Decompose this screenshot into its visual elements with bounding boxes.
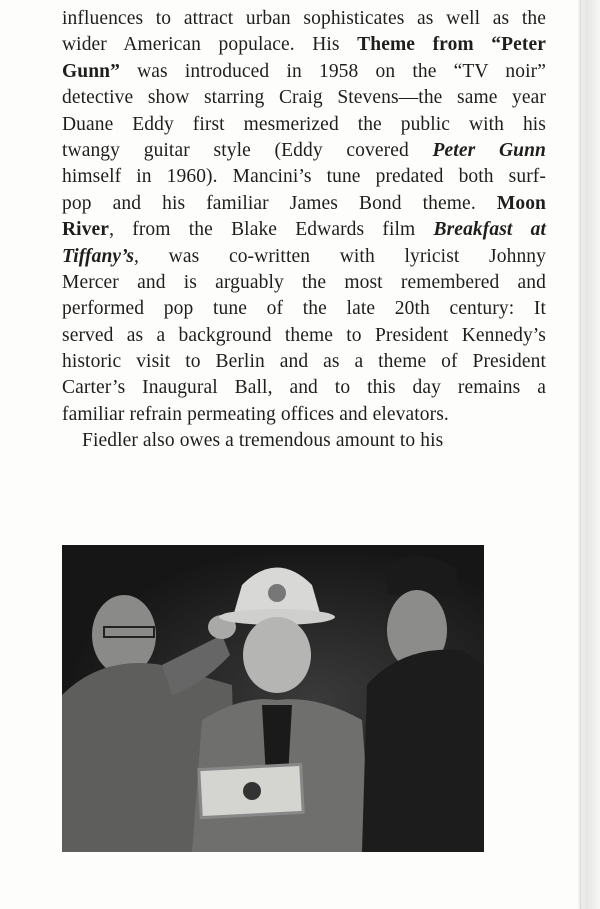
text-line	[62, 32, 546, 58]
text-line	[62, 296, 546, 322]
emphasized-title: Tiffany’s	[62, 245, 135, 267]
text-line	[62, 164, 546, 190]
emphasized-title: Gunn”	[62, 60, 120, 82]
text-segment: influences to attract urban sophisticates as well as the	[62, 8, 546, 29]
text-line	[62, 323, 546, 349]
text-line	[62, 270, 546, 296]
page-edge	[580, 0, 581, 909]
text-line	[62, 112, 546, 138]
text-line	[62, 402, 546, 428]
text-segment: served as a background theme to President Kennedy’s	[62, 324, 546, 346]
emphasized-title: Peter Gunn	[432, 139, 546, 161]
text-segment: , was co-written with lyricist Johnny	[134, 245, 546, 267]
emphasized-title: River	[62, 219, 110, 241]
text-line	[62, 217, 546, 243]
emphasized-title: Moon	[496, 192, 546, 214]
text-segment: pop and his familiar James Bond theme.	[62, 192, 497, 214]
text-segment: Duane Eddy first mesmerized the public with his	[62, 113, 546, 135]
emphasized-title: Breakfast at	[433, 219, 546, 241]
text-segment: Carter’s Inaugural Ball, and to this day remains a	[62, 377, 546, 399]
left-man-head	[92, 595, 156, 675]
text-line	[62, 85, 546, 111]
text-line	[62, 375, 546, 401]
officer-uniform	[362, 649, 484, 852]
text-line	[62, 138, 546, 164]
text-segment: Fiedler also owes a tremendous amount to his	[82, 430, 444, 452]
text-line	[62, 428, 546, 454]
text-segment: himself in 1960). Mancini’s tune predated both surf-	[62, 166, 546, 188]
officer-cap	[387, 556, 457, 595]
text-segment: Mercer and is arguably the most remembered and	[62, 271, 546, 293]
text-line	[62, 191, 546, 217]
text-line	[62, 244, 546, 270]
body-text	[62, 6, 546, 455]
text-segment: , from the Blake Edwards film	[109, 219, 434, 241]
page-fold-shadow	[578, 0, 600, 909]
text-line	[62, 349, 546, 375]
text-segment: was introduced in 1958 on the “TV noir”	[119, 60, 546, 82]
text-line	[62, 6, 546, 32]
text-segment: wider American populace. His	[62, 34, 358, 56]
text-segment: twangy guitar style (Eddy covered	[62, 139, 433, 161]
photograph-fire-helmet-ceremony	[62, 545, 484, 852]
text-segment: performed pop tune of the late 20th century: It	[62, 298, 546, 320]
text-line	[62, 59, 546, 85]
photo-illustration	[62, 545, 484, 852]
text-segment: familiar refrain permeating offices and elevators.	[62, 403, 449, 425]
emphasized-title: Theme from “Peter	[357, 34, 546, 56]
text-segment: historic visit to Berlin and as a theme of President	[62, 351, 546, 373]
text-segment: detective show starring Craig Stevens—the same year	[62, 87, 546, 109]
center-man-face	[243, 617, 311, 693]
